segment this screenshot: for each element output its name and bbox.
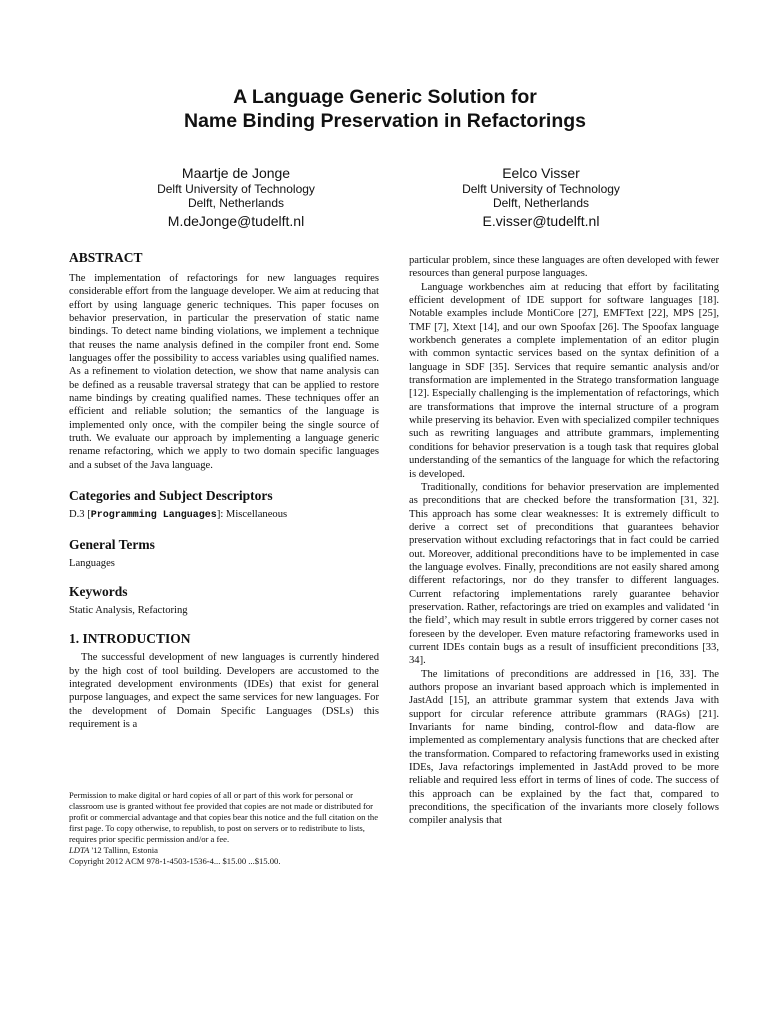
title-line-1: A Language Generic Solution for [233,86,537,108]
author-email: M.deJonge@tudelft.nl [167,213,305,229]
abstract-heading: ABSTRACT [69,250,143,265]
category-name: Programming Languages [90,510,217,522]
venue-line [69,845,379,856]
abstract-text: The implementation of refactorings for new languages requires considerable effort from the language developer. We aim at reducing that effort by using language generic techniques. This paper focuses on behavior preservation, in particular the preservation of static name bindings. To detect name binding violations, we implement a technique that reuses the name analysis defined in the compiler front end. Some languages offer the possibility to access variables using qualified names. As a refinement to violation detection, we show that name analysis can be defined as a reusable traversal strategy that can be applied to restore name bindings by creating qualified names. These techniques offer an efficient and reliable solution; the semantics of the language is implemented only once, with the compiler being the single source of truth. We evaluate our approach by implementing a language generic rename refactoring, which we apply to two domain specific languages and a subset of the Java language. [69,273,379,471]
author-block-2 [391,164,691,230]
keywords-heading: Keywords [69,583,128,599]
venue-name: LDTA [69,845,90,855]
paper-title [0,85,770,133]
author-name: Eelco Visser [502,165,580,181]
copyright-notice [69,790,379,867]
general-terms-text: Languages [69,557,115,569]
author-email: E.visser@tudelft.nl [482,213,600,229]
introduction-text: The successful development of new languages is currently hindered by the high cost of tool building. Developers are accustomed to the integrated development environments (IDEs) that exist for general purpose languages, and expect the same services for new languages. For the development of Domain Specific Languages (DSLs) this requirement is a [69,652,379,730]
paragraph: The limitations of preconditions are addressed in [16, 33]. The authors propose an invariant based approach which is implemented in JastAdd [15], an attribute grammar system that extends Java with support for circular reference attribute grammars (RAGs) [21]. Invariants for name binding, control-flow and data-flow are implemented as complementary analysis functions that are checked after the transformation. Compared to refactoring frameworks used in existing IDEs, Java refactorings implemented in JastAdd proved to be more reliable and required less effort in terms of lines of code. The success of this approach can be explained by the fact that, compared to preconditions, the specification of the invariants more closely follows compiler analysis that [409,668,719,827]
paragraph: Traditionally, conditions for behavior preservation are implemented as preconditions that are checked before the transformation [31, 32]. This approach has some clear weaknesses: It is extremely difficult to derive a correct set of preconditions that guarantees behavior preservation without excluding refactorings that in fact could be carried out. Moreover, additional preconditions have to be implemented in case the language evolves. Finally, preconditions are not easily shared among different refactorings, nor do they transfer to different languages. Current refactoring implementations rarely guarantee behavior preservation. Rather, refactorings are tried on examples and validated ‘in the field’, which may result in subtle errors triggered by corner cases not foreseen by the developer. Even mature refactoring frameworks used in current IDEs contain bugs as a result of insufficient preconditions [33, 34]. [409,481,719,667]
copyright-line: Copyright 2012 ACM 978-1-4503-1536-4... $15.00 ...$15.00. [69,856,281,866]
venue-details: '12 Tallinn, Estonia [89,845,158,855]
category-code: D.3 [ [69,509,91,521]
author-location: Delft, Netherlands [187,196,285,210]
author-affiliation: Delft University of Technology [157,182,315,196]
title-line-2: Name Binding Preservation in Refactorings [183,110,586,132]
author-location: Delft, Netherlands [492,196,590,210]
paragraph: particular problem, since these languages are often developed with fewer resources than general purpose languages. [409,255,719,280]
author-name: Maartje de Jonge [181,165,291,181]
permission-text: Permission to make digital or hard copies of all or part of this work for personal or classroom use is granted without fee provided that copies are not made or distributed for profit or commercial advantage and that copies bear this notice and the full citation on the first page. To copy otherwise, to republish, to post on servers or to redistribute to lists, requires prior specific permission and/or a fee. [69,790,379,844]
introduction-heading: 1. INTRODUCTION [69,631,191,647]
category-rest: ]: Miscellaneous [216,509,288,521]
categories-text [69,508,379,522]
general-terms-heading: General Terms [69,536,155,552]
paragraph: Language workbenches aim at reducing that effort by facilitating efficient development of IDE support for software languages [18]. Notable examples include MontiCore [27], EMFText [22], MPS [25], TMF [7], Xtext [14], and our own Spoofax [26]. The Spoofax language workbench generates a complete implementation of an editor plugin with common syntactic services based on the syntax definition of a language in SDF [35]. Services that require semantic analysis and/or transformation are implemented in the Stratego transformation language [12]. Especially challenging is the implementation of refactorings, which are transformations that improve the internal structure of a program while preserving its behavior. Even with specialized compiler techniques such as rewriting languages and attribute grammars, implementing conditions for behavior preservation is a tough task that requires global understanding of the semantics of the language for which the refactoring is developed. [409,281,719,480]
author-affiliation: Delft University of Technology [462,182,620,196]
author-block-1 [86,164,386,230]
right-column [409,254,719,828]
categories-heading: Categories and Subject Descriptors [69,488,273,504]
keywords-text: Static Analysis, Refactoring [69,604,188,616]
left-column [69,250,379,731]
